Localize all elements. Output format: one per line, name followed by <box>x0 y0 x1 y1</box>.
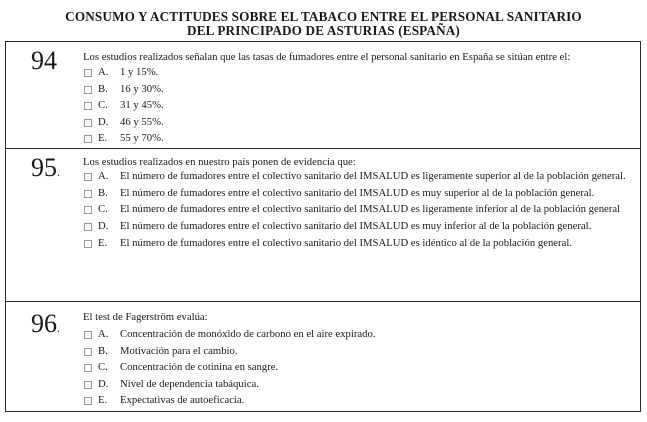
option-checkbox[interactable] <box>84 69 92 77</box>
option-checkbox[interactable] <box>84 331 92 339</box>
option-e[interactable] <box>83 392 632 409</box>
question-95 <box>6 149 640 301</box>
option-letter: C. <box>98 99 108 111</box>
option-checkbox[interactable] <box>84 102 92 110</box>
question-stem: El test de Fagerström evalúa: <box>83 311 208 323</box>
option-text: El número de fumadores entre el colectivo sanitario del IMSALUD es ligeramente superior al de la población general. <box>120 170 626 182</box>
option-letter: B. <box>98 344 108 357</box>
option-checkbox[interactable] <box>84 240 92 248</box>
question-number-value: 95 <box>31 153 57 182</box>
questions-frame <box>5 41 641 412</box>
option-checkbox[interactable] <box>84 223 92 231</box>
option-letter: A. <box>98 66 109 78</box>
option-letter: D. <box>98 220 109 233</box>
option-d[interactable] <box>83 114 632 131</box>
option-letter: A. <box>98 328 109 340</box>
question-number-value: 96 <box>31 309 57 338</box>
option-checkbox[interactable] <box>84 86 92 94</box>
option-checkbox[interactable] <box>84 173 92 181</box>
option-c[interactable] <box>83 97 632 114</box>
option-letter: E. <box>98 236 108 249</box>
question-stem: Los estudios realizados en nuestro país ponen de evidencia que: <box>83 156 356 168</box>
option-e[interactable] <box>83 130 632 147</box>
question-number-suffix: . <box>57 321 60 335</box>
option-text: 46 y 55%. <box>120 115 164 128</box>
question-stem: Los estudios realizados señalan que las tasas de fumadores entre el personal sanitario en España se sitúan entre el: <box>83 51 571 63</box>
option-letter: A. <box>98 170 109 182</box>
option-e[interactable] <box>83 238 632 248</box>
option-text: El número de fumadores entre el colectivo sanitario del IMSALUD es muy superior al de la población general. <box>120 186 595 199</box>
option-letter: E. <box>98 394 108 406</box>
option-text: Nivel de dependencia tabáquica. <box>120 377 259 390</box>
question-number <box>31 155 60 185</box>
question-number-value: 94 <box>31 46 57 75</box>
header-title-line2: DEL PRINCIPADO DE ASTURIAS (ESPAÑA) <box>187 22 460 38</box>
option-list <box>83 171 632 255</box>
option-checkbox[interactable] <box>84 397 92 405</box>
option-letter: C. <box>98 203 108 216</box>
option-text: El número de fumadores entre el colectivo sanitario del IMSALUD es idéntico al de la población general. <box>120 236 572 249</box>
option-letter: D. <box>98 377 109 390</box>
option-d[interactable] <box>83 376 632 393</box>
header-title-line1: CONSUMO Y ACTITUDES SOBRE EL TABACO ENTRE EL PERSONAL SANITARIO <box>65 9 582 24</box>
option-checkbox[interactable] <box>84 364 92 372</box>
option-checkbox[interactable] <box>84 135 92 143</box>
option-checkbox[interactable] <box>84 381 92 389</box>
option-text: 31 y 45%. <box>120 99 164 111</box>
option-text: Concentración de monóxido de carbono en el aire expirado. <box>120 328 376 340</box>
question-94 <box>6 42 640 148</box>
page-header <box>0 10 647 37</box>
option-letter: C. <box>98 361 108 373</box>
option-checkbox[interactable] <box>84 119 92 127</box>
option-text: El número de fumadores entre el colectivo sanitario del IMSALUD es muy inferior al de la población general. <box>120 220 592 233</box>
option-text: Concentración de cotinina en sangre. <box>120 361 279 373</box>
option-letter: E. <box>98 132 108 144</box>
option-d[interactable] <box>83 221 632 231</box>
option-b[interactable] <box>83 188 632 198</box>
option-a[interactable] <box>83 171 632 181</box>
option-letter: B. <box>98 82 108 95</box>
option-text: El número de fumadores entre el colectivo sanitario del IMSALUD es ligeramente inferior al de la población general <box>120 203 621 216</box>
option-list <box>83 326 632 409</box>
option-a[interactable] <box>83 326 632 343</box>
option-list <box>83 64 632 147</box>
option-c[interactable] <box>83 359 632 376</box>
question-96 <box>6 302 640 411</box>
option-text: 55 y 70%. <box>120 132 164 144</box>
option-text: 16 y 30%. <box>120 82 164 95</box>
option-checkbox[interactable] <box>84 206 92 214</box>
question-number <box>31 311 60 341</box>
option-text: Motivación para el cambio. <box>120 344 238 357</box>
option-c[interactable] <box>83 204 632 214</box>
option-text: Expectativas de autoeficacia. <box>120 394 245 406</box>
option-letter: D. <box>98 115 109 128</box>
option-checkbox[interactable] <box>84 348 92 356</box>
option-letter: B. <box>98 186 108 199</box>
question-number-suffix: . <box>57 165 60 179</box>
option-checkbox[interactable] <box>84 190 92 198</box>
option-b[interactable] <box>83 81 632 98</box>
option-text: 1 y 15%. <box>120 66 159 78</box>
question-number <box>31 48 57 78</box>
option-a[interactable] <box>83 64 632 81</box>
option-b[interactable] <box>83 343 632 360</box>
